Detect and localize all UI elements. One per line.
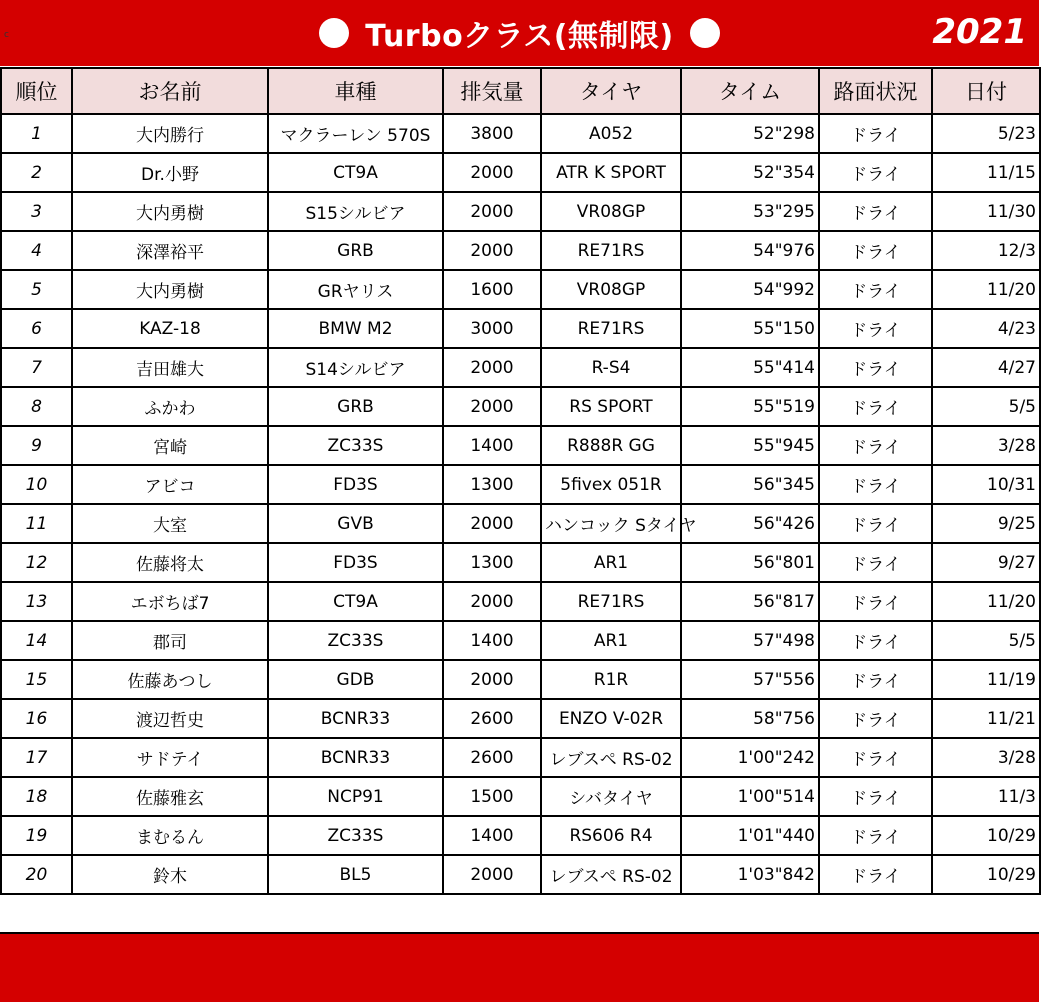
cell-date: 11/15 bbox=[932, 153, 1040, 192]
cell-driver-name: ふかわ bbox=[72, 387, 268, 426]
title-banner bbox=[0, 0, 1039, 66]
cell-road-condition: ドライ bbox=[819, 387, 932, 426]
cell-rank: 5 bbox=[1, 270, 72, 309]
table-row bbox=[1, 855, 1040, 894]
cell-driver-name: 吉田雄大 bbox=[72, 348, 268, 387]
table-row bbox=[1, 504, 1040, 543]
cell-displacement: 2000 bbox=[443, 387, 541, 426]
cell-car-model: S15シルビア bbox=[268, 192, 443, 231]
cell-displacement: 2000 bbox=[443, 153, 541, 192]
cell-road-condition: ドライ bbox=[819, 231, 932, 270]
table-row bbox=[1, 231, 1040, 270]
cell-car-model: BMW M2 bbox=[268, 309, 443, 348]
cell-car-model: マクラーレン 570S bbox=[268, 114, 443, 153]
cell-lap-time: 57"498 bbox=[681, 621, 819, 660]
column-header-road: 路面状況 bbox=[819, 68, 932, 114]
cell-rank: 15 bbox=[1, 660, 72, 699]
cell-driver-name: 大内勝行 bbox=[72, 114, 268, 153]
cell-tire: RE71RS bbox=[541, 582, 681, 621]
cell-car-model: ZC33S bbox=[268, 816, 443, 855]
cell-car-model: CT9A bbox=[268, 153, 443, 192]
cell-tire: ハンコック Sタイヤ bbox=[541, 504, 681, 543]
cell-car-model: BL5 bbox=[268, 855, 443, 894]
table-row bbox=[1, 192, 1040, 231]
cell-lap-time: 52"298 bbox=[681, 114, 819, 153]
cell-rank: 2 bbox=[1, 153, 72, 192]
cell-date: 11/3 bbox=[932, 777, 1040, 816]
cell-road-condition: ドライ bbox=[819, 699, 932, 738]
cell-road-condition: ドライ bbox=[819, 582, 932, 621]
cell-displacement: 2000 bbox=[443, 231, 541, 270]
cell-date: 12/3 bbox=[932, 231, 1040, 270]
cell-tire: ATR K SPORT bbox=[541, 153, 681, 192]
cell-lap-time: 55"414 bbox=[681, 348, 819, 387]
cell-date: 3/28 bbox=[932, 426, 1040, 465]
table-row bbox=[1, 387, 1040, 426]
cell-displacement: 2000 bbox=[443, 192, 541, 231]
cell-tire: AR1 bbox=[541, 543, 681, 582]
cell-road-condition: ドライ bbox=[819, 738, 932, 777]
cell-rank: 6 bbox=[1, 309, 72, 348]
cell-displacement: 2000 bbox=[443, 855, 541, 894]
cell-rank: 14 bbox=[1, 621, 72, 660]
table-row bbox=[1, 426, 1040, 465]
cell-rank: 13 bbox=[1, 582, 72, 621]
cell-road-condition: ドライ bbox=[819, 270, 932, 309]
cell-driver-name: アビコ bbox=[72, 465, 268, 504]
table-row bbox=[1, 153, 1040, 192]
cell-lap-time: 55"945 bbox=[681, 426, 819, 465]
cell-road-condition: ドライ bbox=[819, 660, 932, 699]
cell-tire: VR08GP bbox=[541, 270, 681, 309]
column-header-name: お名前 bbox=[72, 68, 268, 114]
cell-driver-name: 大室 bbox=[72, 504, 268, 543]
cell-road-condition: ドライ bbox=[819, 855, 932, 894]
cell-road-condition: ドライ bbox=[819, 543, 932, 582]
cell-car-model: ZC33S bbox=[268, 621, 443, 660]
cell-rank: 12 bbox=[1, 543, 72, 582]
cell-rank: 9 bbox=[1, 426, 72, 465]
cell-date: 5/23 bbox=[932, 114, 1040, 153]
cell-date: 4/23 bbox=[932, 309, 1040, 348]
cell-driver-name: エボちば7 bbox=[72, 582, 268, 621]
cell-tire: VR08GP bbox=[541, 192, 681, 231]
cell-rank: 8 bbox=[1, 387, 72, 426]
cell-car-model: CT9A bbox=[268, 582, 443, 621]
cell-displacement: 1400 bbox=[443, 426, 541, 465]
column-header-displacement: 排気量 bbox=[443, 68, 541, 114]
cell-displacement: 2600 bbox=[443, 699, 541, 738]
season-year: 2021 bbox=[932, 12, 1027, 52]
table-row bbox=[1, 738, 1040, 777]
cell-driver-name: 宮崎 bbox=[72, 426, 268, 465]
cell-tire: ENZO V-02R bbox=[541, 699, 681, 738]
cell-lap-time: 1'03"842 bbox=[681, 855, 819, 894]
cell-rank: 4 bbox=[1, 231, 72, 270]
cell-car-model: GDB bbox=[268, 660, 443, 699]
cell-lap-time: 56"345 bbox=[681, 465, 819, 504]
cell-tire: A052 bbox=[541, 114, 681, 153]
cell-date: 11/30 bbox=[932, 192, 1040, 231]
cell-driver-name: 鈴木 bbox=[72, 855, 268, 894]
cell-rank: 1 bbox=[1, 114, 72, 153]
cell-displacement: 2000 bbox=[443, 582, 541, 621]
table-row bbox=[1, 699, 1040, 738]
cell-driver-name: Dr.小野 bbox=[72, 153, 268, 192]
cell-lap-time: 54"992 bbox=[681, 270, 819, 309]
cell-displacement: 2000 bbox=[443, 504, 541, 543]
cell-road-condition: ドライ bbox=[819, 153, 932, 192]
cell-displacement: 1600 bbox=[443, 270, 541, 309]
cell-date: 5/5 bbox=[932, 387, 1040, 426]
cell-car-model: GVB bbox=[268, 504, 443, 543]
cell-driver-name: まむるん bbox=[72, 816, 268, 855]
cell-lap-time: 53"295 bbox=[681, 192, 819, 231]
cell-date: 9/27 bbox=[932, 543, 1040, 582]
cell-date: 10/31 bbox=[932, 465, 1040, 504]
cell-road-condition: ドライ bbox=[819, 504, 932, 543]
table-row bbox=[1, 816, 1040, 855]
cell-date: 11/20 bbox=[932, 582, 1040, 621]
cell-car-model: GRヤリス bbox=[268, 270, 443, 309]
column-header-tire: タイヤ bbox=[541, 68, 681, 114]
cell-rank: 19 bbox=[1, 816, 72, 855]
cell-displacement: 1500 bbox=[443, 777, 541, 816]
cell-car-model: FD3S bbox=[268, 543, 443, 582]
cell-rank: 20 bbox=[1, 855, 72, 894]
cell-tire: レブスペ RS-02 bbox=[541, 855, 681, 894]
cell-car-model: BCNR33 bbox=[268, 738, 443, 777]
cell-driver-name: 佐藤雅玄 bbox=[72, 777, 268, 816]
corner-mark: c bbox=[4, 30, 9, 40]
cell-driver-name: サドテイ bbox=[72, 738, 268, 777]
cell-car-model: FD3S bbox=[268, 465, 443, 504]
cell-car-model: NCP91 bbox=[268, 777, 443, 816]
cell-road-condition: ドライ bbox=[819, 192, 932, 231]
cell-road-condition: ドライ bbox=[819, 816, 932, 855]
cell-car-model: ZC33S bbox=[268, 426, 443, 465]
cell-road-condition: ドライ bbox=[819, 465, 932, 504]
banner-title-wrap bbox=[0, 0, 1039, 66]
results-table bbox=[0, 67, 1041, 895]
results-body bbox=[1, 114, 1040, 894]
cell-displacement: 3800 bbox=[443, 114, 541, 153]
table-header-row bbox=[1, 68, 1040, 114]
cell-tire: RS SPORT bbox=[541, 387, 681, 426]
cell-rank: 11 bbox=[1, 504, 72, 543]
column-header-car: 車種 bbox=[268, 68, 443, 114]
cell-lap-time: 56"801 bbox=[681, 543, 819, 582]
cell-displacement: 2600 bbox=[443, 738, 541, 777]
table-row bbox=[1, 114, 1040, 153]
table-row bbox=[1, 543, 1040, 582]
column-header-time: タイム bbox=[681, 68, 819, 114]
cell-displacement: 1400 bbox=[443, 621, 541, 660]
cell-tire: シバタイヤ bbox=[541, 777, 681, 816]
cell-rank: 7 bbox=[1, 348, 72, 387]
cell-driver-name: KAZ-18 bbox=[72, 309, 268, 348]
column-header-rank: 順位 bbox=[1, 68, 72, 114]
cell-driver-name: 深澤裕平 bbox=[72, 231, 268, 270]
cell-displacement: 2000 bbox=[443, 348, 541, 387]
cell-lap-time: 1'00"514 bbox=[681, 777, 819, 816]
cell-displacement: 1300 bbox=[443, 543, 541, 582]
cell-car-model: S14シルビア bbox=[268, 348, 443, 387]
cell-car-model: GRB bbox=[268, 231, 443, 270]
cell-rank: 3 bbox=[1, 192, 72, 231]
cell-road-condition: ドライ bbox=[819, 114, 932, 153]
column-header-date: 日付 bbox=[932, 68, 1040, 114]
cell-lap-time: 57"556 bbox=[681, 660, 819, 699]
cell-date: 11/21 bbox=[932, 699, 1040, 738]
cell-lap-time: 56"426 bbox=[681, 504, 819, 543]
cell-road-condition: ドライ bbox=[819, 348, 932, 387]
cell-date: 11/19 bbox=[932, 660, 1040, 699]
cell-driver-name: 佐藤将太 bbox=[72, 543, 268, 582]
table-row bbox=[1, 621, 1040, 660]
table-row bbox=[1, 777, 1040, 816]
cell-road-condition: ドライ bbox=[819, 777, 932, 816]
cell-tire: R888R GG bbox=[541, 426, 681, 465]
cell-car-model: BCNR33 bbox=[268, 699, 443, 738]
cell-date: 10/29 bbox=[932, 855, 1040, 894]
cell-lap-time: 58"756 bbox=[681, 699, 819, 738]
cell-lap-time: 54"976 bbox=[681, 231, 819, 270]
class-title: Turboクラス(無制限) bbox=[365, 19, 674, 54]
cell-lap-time: 1'01"440 bbox=[681, 816, 819, 855]
cell-driver-name: 佐藤あつし bbox=[72, 660, 268, 699]
cell-tire: R-S4 bbox=[541, 348, 681, 387]
cell-displacement: 1300 bbox=[443, 465, 541, 504]
cell-rank: 18 bbox=[1, 777, 72, 816]
cell-road-condition: ドライ bbox=[819, 621, 932, 660]
cell-date: 4/27 bbox=[932, 348, 1040, 387]
cell-tire: RS606 R4 bbox=[541, 816, 681, 855]
table-row bbox=[1, 465, 1040, 504]
cell-lap-time: 55"150 bbox=[681, 309, 819, 348]
cell-driver-name: 大内勇樹 bbox=[72, 270, 268, 309]
cell-driver-name: 郡司 bbox=[72, 621, 268, 660]
cell-tire: AR1 bbox=[541, 621, 681, 660]
table-row bbox=[1, 270, 1040, 309]
cell-driver-name: 渡辺哲史 bbox=[72, 699, 268, 738]
cell-rank: 10 bbox=[1, 465, 72, 504]
cell-tire: レブスペ RS-02 bbox=[541, 738, 681, 777]
table-row bbox=[1, 348, 1040, 387]
cell-tire: R1R bbox=[541, 660, 681, 699]
cell-displacement: 3000 bbox=[443, 309, 541, 348]
table-row bbox=[1, 660, 1040, 699]
circle-bullet-icon bbox=[319, 18, 349, 48]
cell-lap-time: 1'00"242 bbox=[681, 738, 819, 777]
cell-rank: 17 bbox=[1, 738, 72, 777]
table-row bbox=[1, 582, 1040, 621]
footer-banner bbox=[0, 932, 1039, 1002]
cell-tire: 5fivex 051R bbox=[541, 465, 681, 504]
cell-date: 9/25 bbox=[932, 504, 1040, 543]
table-row bbox=[1, 309, 1040, 348]
cell-road-condition: ドライ bbox=[819, 309, 932, 348]
cell-tire: RE71RS bbox=[541, 231, 681, 270]
cell-date: 10/29 bbox=[932, 816, 1040, 855]
cell-car-model: GRB bbox=[268, 387, 443, 426]
cell-displacement: 2000 bbox=[443, 660, 541, 699]
cell-driver-name: 大内勇樹 bbox=[72, 192, 268, 231]
cell-tire: RE71RS bbox=[541, 309, 681, 348]
circle-bullet-icon bbox=[690, 18, 720, 48]
cell-rank: 16 bbox=[1, 699, 72, 738]
cell-lap-time: 52"354 bbox=[681, 153, 819, 192]
cell-lap-time: 55"519 bbox=[681, 387, 819, 426]
cell-displacement: 1400 bbox=[443, 816, 541, 855]
cell-date: 11/20 bbox=[932, 270, 1040, 309]
cell-road-condition: ドライ bbox=[819, 426, 932, 465]
cell-date: 5/5 bbox=[932, 621, 1040, 660]
cell-date: 3/28 bbox=[932, 738, 1040, 777]
cell-lap-time: 56"817 bbox=[681, 582, 819, 621]
